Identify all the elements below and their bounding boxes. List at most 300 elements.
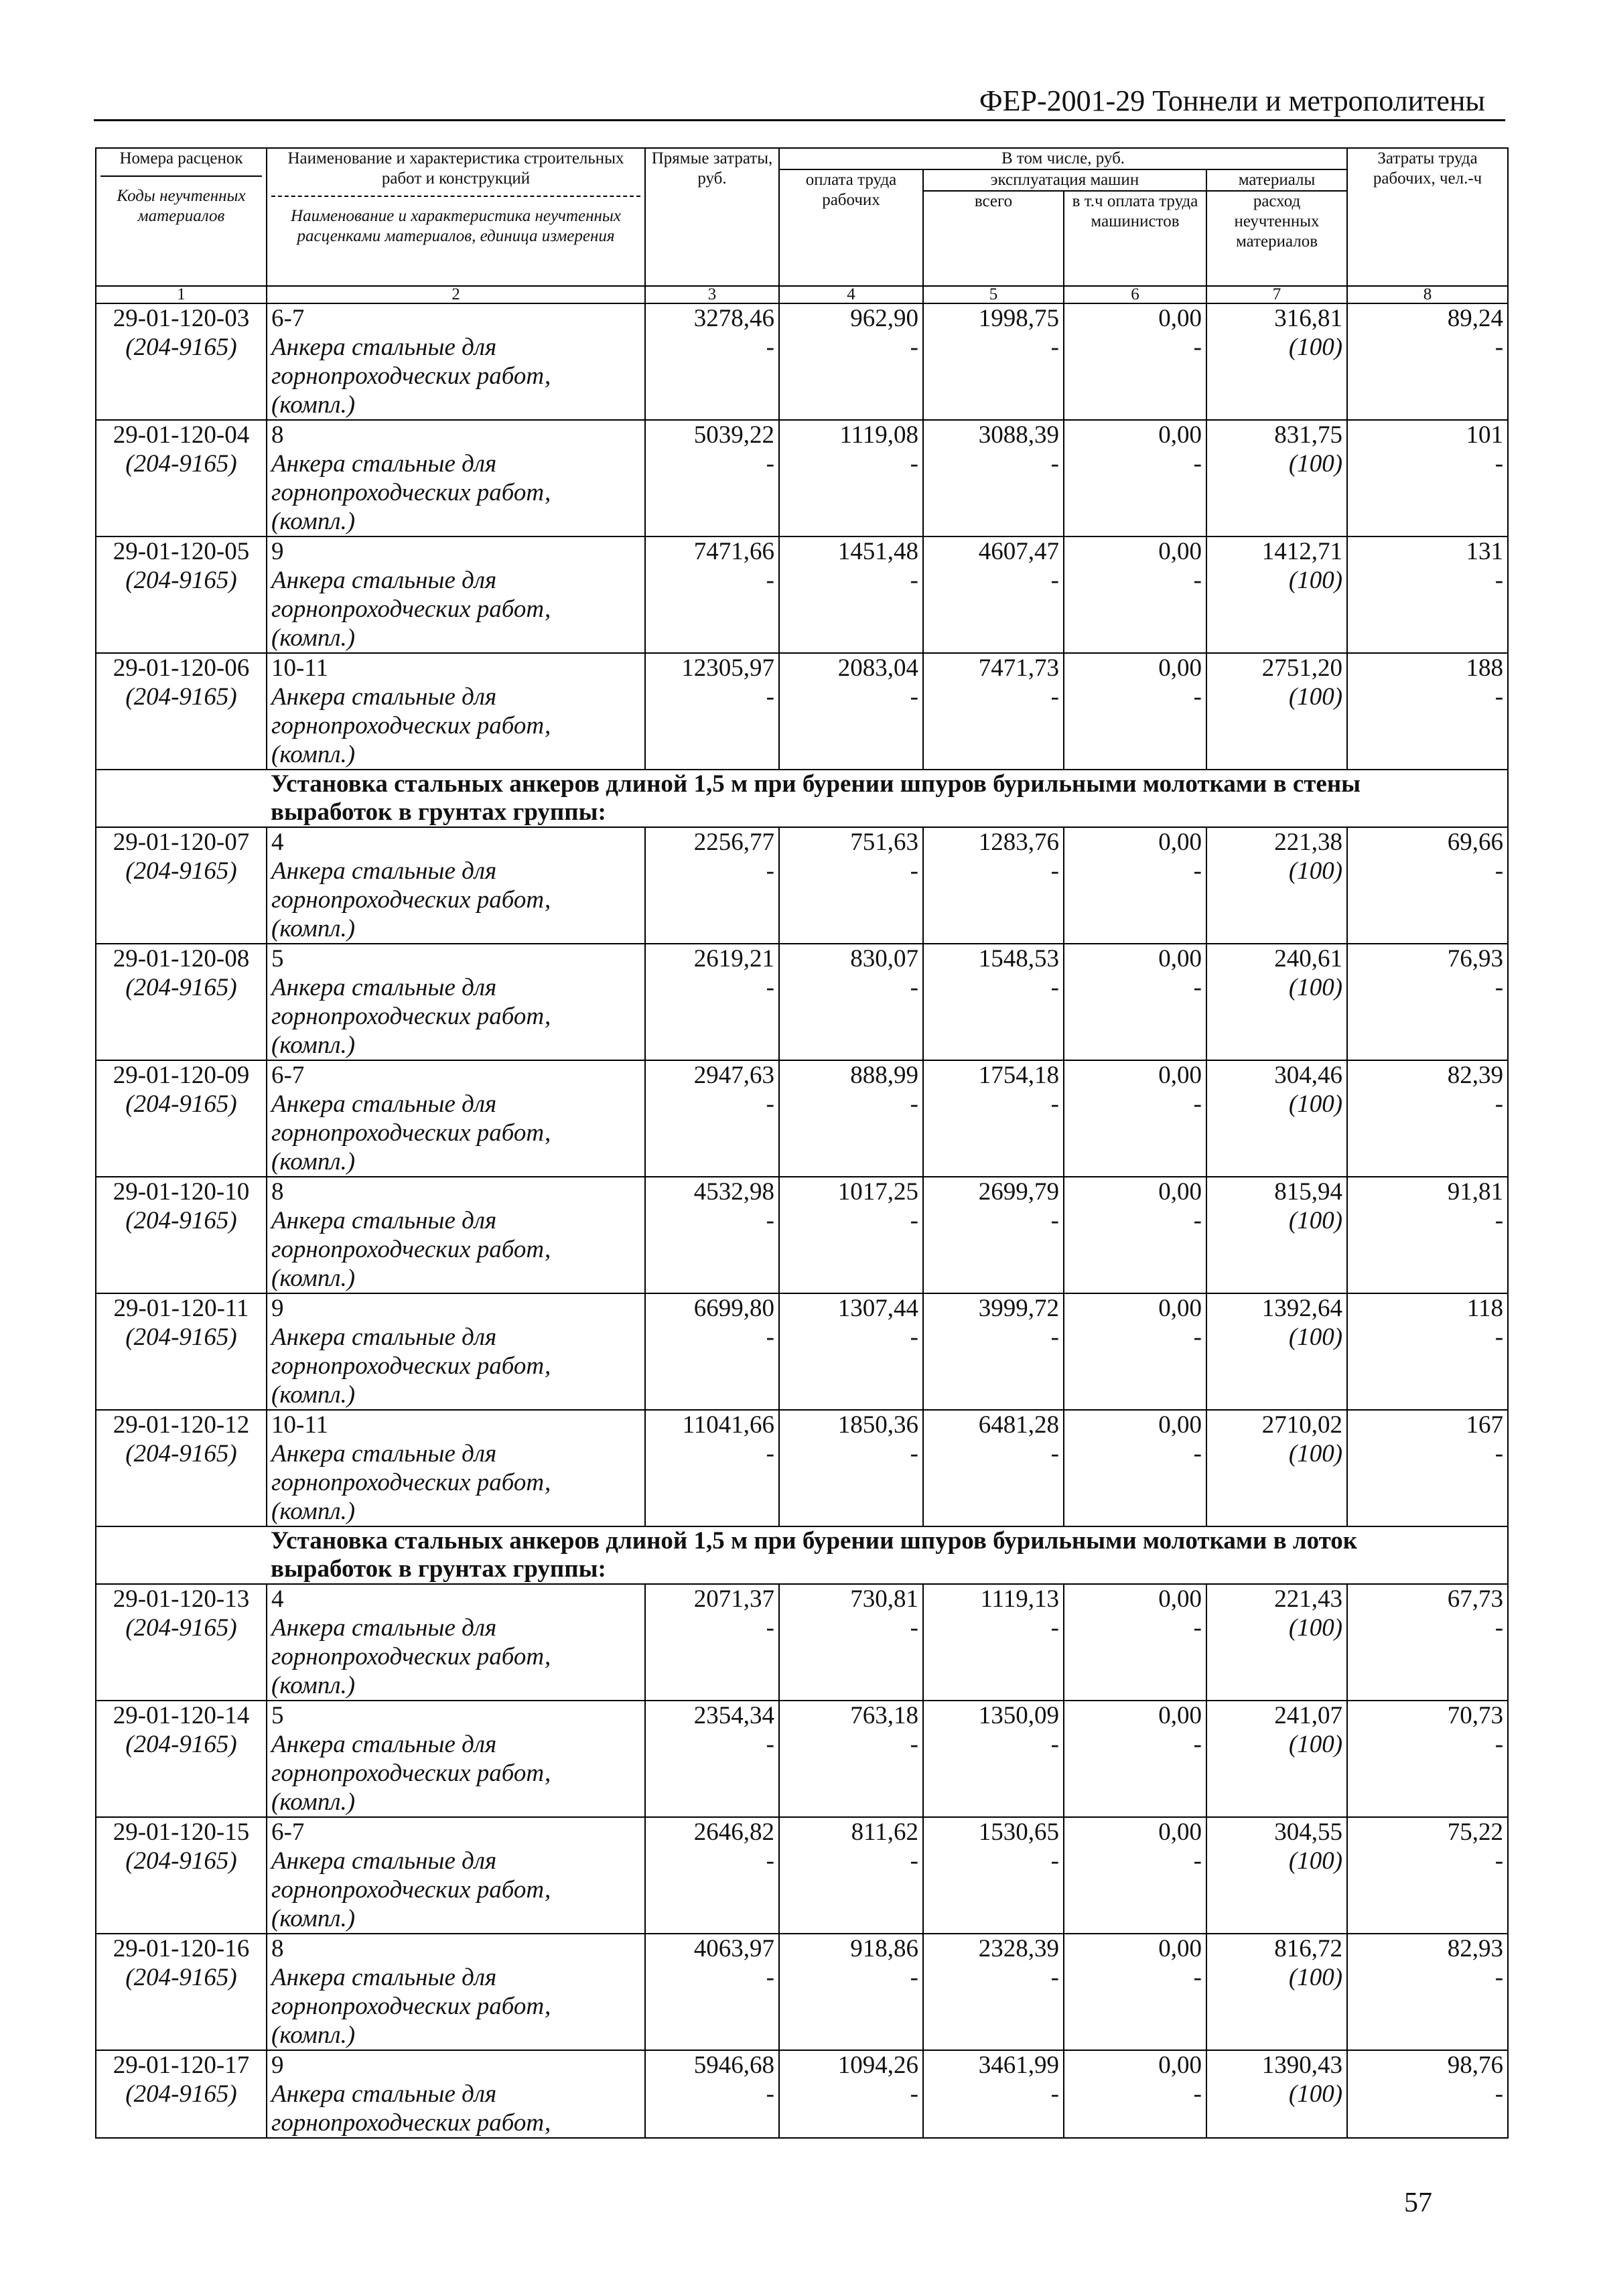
direct-cost: [645, 1293, 779, 1410]
operators-cost: [1064, 303, 1206, 420]
man-hours: [1347, 420, 1508, 536]
labor-cost-material-value: -: [910, 1964, 918, 1991]
column-numbers-row: [96, 286, 1508, 303]
page-number: 57: [1404, 2187, 1432, 2218]
material-code: (204-9165): [125, 334, 237, 361]
man-hours-value: 91,81: [1447, 1178, 1504, 1206]
man-hours-value: 69,66: [1447, 829, 1504, 856]
material-name-line: горнопроходческих работ,: [271, 1119, 551, 1147]
operators-cost: [1064, 1410, 1206, 1526]
materials-cost: [1206, 420, 1347, 536]
materials-cost-material-value: (100): [1288, 857, 1343, 885]
direct-cost-value: 2071,37: [693, 1585, 774, 1613]
material-name-line: (компл.): [271, 1788, 356, 1816]
direct-cost-material-value: -: [766, 1847, 774, 1875]
rate-code-cell: [96, 536, 267, 653]
header-col2-top: Наименование и характеристика строительных работ и конструкций: [271, 149, 640, 197]
rates-table: [95, 147, 1509, 2139]
operators-cost-material-value: -: [1193, 2080, 1202, 2108]
material-code: (204-9165): [125, 1964, 237, 1991]
man-hours-material-value: -: [1494, 683, 1504, 711]
labor-cost: [779, 1293, 923, 1410]
man-hours-value: 67,73: [1447, 1585, 1504, 1613]
machines-cost-value: 1530,65: [978, 1818, 1059, 1846]
column-number: 3: [645, 286, 779, 303]
materials-cost: [1206, 1177, 1347, 1293]
rate-row: [96, 1934, 1508, 2050]
man-hours-material-value: -: [1494, 1090, 1504, 1118]
materials-cost-material-value: (100): [1288, 2080, 1343, 2108]
materials-cost: [1206, 1701, 1347, 1817]
machines-cost-material-value: -: [1050, 1847, 1059, 1875]
rate-code: 29-01-120-06: [113, 654, 250, 682]
machines-cost-material-value: -: [1050, 567, 1059, 594]
rate-name: 9: [271, 2052, 284, 2079]
labor-cost-material-value: -: [910, 567, 918, 594]
operators-cost-value: 0,00: [1158, 1585, 1202, 1613]
material-code: (204-9165): [125, 683, 237, 711]
machines-cost: [923, 536, 1064, 653]
material-name-line: (компл.): [271, 741, 356, 768]
materials-cost-material-value: (100): [1288, 1964, 1343, 1991]
materials-cost: [1206, 1293, 1347, 1410]
header-col1-bottom: Коды неучтенных материалов: [117, 187, 246, 225]
material-name-line: горнопроходческих работ,: [271, 712, 551, 739]
materials-cost: [1206, 827, 1347, 944]
machines-cost-value: 3461,99: [978, 2052, 1059, 2079]
material-code: (204-9165): [125, 450, 237, 478]
material-name-line: Анкера стальные для: [271, 1090, 497, 1118]
direct-cost: [645, 1584, 779, 1701]
machines-cost: [923, 653, 1064, 770]
operators-cost: [1064, 1934, 1206, 2050]
material-code: (204-9165): [125, 1847, 237, 1875]
machines-cost: [923, 2050, 1064, 2138]
direct-cost: [645, 944, 779, 1060]
machines-cost: [923, 1817, 1064, 1934]
header-row-1: [96, 148, 1508, 169]
material-name-line: Анкера стальные для: [271, 1440, 497, 1467]
column-number: 4: [779, 286, 923, 303]
direct-cost-material-value: -: [766, 1207, 774, 1234]
direct-cost: [645, 1177, 779, 1293]
rate-code: 29-01-120-07: [113, 829, 250, 856]
material-name-line: горнопроходческих работ,: [271, 362, 551, 390]
materials-cost: [1206, 536, 1347, 653]
rate-code: 29-01-120-12: [113, 1411, 250, 1439]
direct-cost: [645, 2050, 779, 2138]
labor-cost-material-value: -: [910, 1614, 918, 1642]
rate-code-cell: [96, 1410, 267, 1526]
man-hours-material-value: -: [1494, 1847, 1504, 1875]
header-col7: расход неучтенных материалов: [1206, 191, 1347, 286]
material-name-line: (компл.): [271, 624, 356, 652]
material-name-line: Анкера стальные для: [271, 857, 497, 885]
man-hours-value: 167: [1466, 1411, 1504, 1439]
machines-cost: [923, 1177, 1064, 1293]
labor-cost-value: 1307,44: [837, 1295, 918, 1322]
rate-name: 6-7: [271, 1062, 305, 1089]
header-col6: в т.ч оплата труда машинистов: [1064, 191, 1206, 286]
machines-cost: [923, 303, 1064, 420]
man-hours: [1347, 1701, 1508, 1817]
rate-code: 29-01-120-08: [113, 945, 250, 973]
operators-cost-value: 0,00: [1158, 945, 1202, 973]
section-title-line: выработок в грунтах группы:: [271, 1555, 606, 1583]
direct-cost: [645, 827, 779, 944]
man-hours: [1347, 944, 1508, 1060]
materials-cost: [1206, 1584, 1347, 1701]
material-name-line: горнопроходческих работ,: [271, 479, 551, 506]
man-hours-value: 70,73: [1447, 1702, 1504, 1729]
labor-cost-material-value: -: [910, 1207, 918, 1234]
machines-cost-value: 3999,72: [978, 1295, 1059, 1322]
material-name-line: (компл.): [271, 915, 356, 942]
header-col2-bottom: Наименование и характеристика неучтенных расценками материалов, единица измерения: [291, 207, 621, 245]
rate-code-cell: [96, 653, 267, 770]
labor-cost-value: 1119,08: [839, 421, 918, 449]
material-name-line: (компл.): [271, 1672, 356, 1699]
materials-cost-value: 2710,02: [1261, 1411, 1343, 1439]
labor-cost-material-value: -: [910, 683, 918, 711]
operators-cost-value: 0,00: [1158, 1818, 1202, 1846]
operators-cost-value: 0,00: [1158, 538, 1202, 565]
section-spacer-cell: [96, 770, 267, 827]
operators-cost-material-value: -: [1193, 1847, 1202, 1875]
rate-name-cell: [267, 420, 645, 536]
materials-cost-value: 831,75: [1274, 421, 1343, 449]
materials-cost-material-value: (100): [1288, 1847, 1343, 1875]
man-hours-value: 76,93: [1447, 945, 1504, 973]
man-hours-value: 188: [1466, 654, 1504, 682]
labor-cost: [779, 2050, 923, 2138]
materials-cost-material-value: (100): [1288, 1614, 1343, 1642]
direct-cost-value: 6699,80: [693, 1295, 774, 1322]
operators-cost-material-value: -: [1193, 683, 1202, 711]
man-hours: [1347, 1584, 1508, 1701]
rate-name: 4: [271, 829, 284, 856]
operators-cost-value: 0,00: [1158, 1178, 1202, 1206]
material-name-line: горнопроходческих работ,: [271, 1760, 551, 1787]
column-number: 2: [267, 286, 645, 303]
materials-cost-value: 241,07: [1274, 1702, 1343, 1729]
machines-cost-material-value: -: [1050, 1323, 1059, 1351]
rate-row: [96, 1060, 1508, 1177]
machines-cost-value: 7471,73: [978, 654, 1059, 682]
material-name-line: горнопроходческих работ,: [271, 886, 551, 914]
material-name-line: (компл.): [271, 1031, 356, 1059]
section-title: [267, 770, 1508, 827]
header-rule: [94, 119, 1505, 121]
man-hours: [1347, 653, 1508, 770]
machines-cost-material-value: -: [1050, 1614, 1059, 1642]
direct-cost-material-value: -: [766, 683, 774, 711]
rates-table-body: [96, 148, 1508, 2138]
material-code: (204-9165): [125, 1440, 237, 1467]
rate-row: [96, 536, 1508, 653]
direct-cost-material-value: -: [766, 2080, 774, 2108]
labor-cost: [779, 827, 923, 944]
material-code: (204-9165): [125, 2080, 237, 2108]
rate-code: 29-01-120-16: [113, 1935, 250, 1962]
man-hours: [1347, 1293, 1508, 1410]
rate-code-cell: [96, 2050, 267, 2138]
man-hours-material-value: -: [1494, 2080, 1504, 2108]
rate-code-cell: [96, 420, 267, 536]
operators-cost-value: 0,00: [1158, 421, 1202, 449]
labor-cost: [779, 1060, 923, 1177]
direct-cost-material-value: -: [766, 974, 774, 1001]
materials-cost-value: 815,94: [1274, 1178, 1343, 1206]
direct-cost-value: 5039,22: [693, 421, 774, 449]
man-hours-value: 82,93: [1447, 1935, 1504, 1962]
man-hours-value: 101: [1466, 421, 1504, 449]
direct-cost: [645, 653, 779, 770]
operators-cost-material-value: -: [1193, 1440, 1202, 1467]
labor-cost-material-value: -: [910, 450, 918, 478]
machines-cost: [923, 1584, 1064, 1701]
direct-cost-material-value: -: [766, 857, 774, 885]
direct-cost-material-value: -: [766, 1090, 774, 1118]
labor-cost: [779, 1410, 923, 1526]
column-number: 5: [923, 286, 1064, 303]
machines-cost: [923, 1410, 1064, 1526]
material-name-line: Анкера стальные для: [271, 1323, 497, 1351]
operators-cost-value: 0,00: [1158, 1702, 1202, 1729]
materials-cost-material-value: (100): [1288, 1207, 1343, 1234]
machines-cost: [923, 827, 1064, 944]
operators-cost-material-value: -: [1193, 1323, 1202, 1351]
labor-cost: [779, 536, 923, 653]
labor-cost-material-value: -: [910, 1090, 918, 1118]
operators-cost-material-value: -: [1193, 1731, 1202, 1758]
labor-cost: [779, 1934, 923, 2050]
rate-code-cell: [96, 1701, 267, 1817]
rate-row: [96, 1293, 1508, 1410]
labor-cost: [779, 420, 923, 536]
machines-cost-material-value: -: [1050, 974, 1059, 1001]
labor-cost-value: 830,07: [850, 945, 918, 973]
rate-code-cell: [96, 303, 267, 420]
direct-cost: [645, 1817, 779, 1934]
material-code: (204-9165): [125, 1207, 237, 1234]
header-col1: [96, 148, 267, 286]
rate-name-cell: [267, 1701, 645, 1817]
material-code: (204-9165): [125, 974, 237, 1001]
material-name-line: горнопроходческих работ,: [271, 595, 551, 623]
labor-cost-value: 888,99: [850, 1062, 918, 1089]
machines-cost-value: 1350,09: [978, 1702, 1059, 1729]
operators-cost-value: 0,00: [1158, 829, 1202, 856]
machines-cost: [923, 1060, 1064, 1177]
rate-code: 29-01-120-15: [113, 1818, 250, 1846]
column-number: 6: [1064, 286, 1206, 303]
labor-cost: [779, 1701, 923, 1817]
rate-name-cell: [267, 1817, 645, 1934]
labor-cost-value: 1094,26: [837, 2052, 918, 2079]
material-name-line: горнопроходческих работ,: [271, 1003, 551, 1030]
machines-cost-material-value: -: [1050, 1090, 1059, 1118]
man-hours-material-value: -: [1494, 1207, 1504, 1234]
rate-code-cell: [96, 1817, 267, 1934]
rate-code: 29-01-120-10: [113, 1178, 250, 1206]
man-hours-value: 89,24: [1447, 305, 1504, 332]
rate-name: 6-7: [271, 1818, 305, 1846]
direct-cost-value: 4063,97: [693, 1935, 774, 1962]
labor-cost-value: 1850,36: [837, 1411, 918, 1439]
material-name-line: Анкера стальные для: [271, 974, 497, 1001]
materials-cost-material-value: (100): [1288, 567, 1343, 594]
materials-cost-material-value: (100): [1288, 974, 1343, 1001]
rate-name: 8: [271, 421, 284, 449]
operators-cost: [1064, 536, 1206, 653]
material-code: (204-9165): [125, 1090, 237, 1118]
labor-cost-value: 1451,48: [837, 538, 918, 565]
materials-cost: [1206, 653, 1347, 770]
man-hours: [1347, 536, 1508, 653]
direct-cost-value: 11041,66: [682, 1411, 774, 1439]
materials-cost-value: 304,55: [1274, 1818, 1343, 1846]
material-name-line: Анкера стальные для: [271, 1847, 497, 1875]
direct-cost-material-value: -: [766, 1731, 774, 1758]
direct-cost: [645, 536, 779, 653]
rate-code-cell: [96, 944, 267, 1060]
section-title-line: Установка стальных анкеров длиной 1,5 м при бурении шпуров бурильными молотками в лоток: [271, 1527, 1358, 1555]
man-hours: [1347, 1410, 1508, 1526]
direct-cost-value: 5946,68: [693, 2052, 774, 2079]
rate-name-cell: [267, 1060, 645, 1177]
rate-code-cell: [96, 1934, 267, 2050]
machines-cost-material-value: -: [1050, 1731, 1059, 1758]
rate-name-cell: [267, 1177, 645, 1293]
operators-cost-value: 0,00: [1158, 2052, 1202, 2079]
header-col1-top: Номера расценок: [100, 149, 262, 177]
machines-cost: [923, 944, 1064, 1060]
rate-name-cell: [267, 536, 645, 653]
rate-name-cell: [267, 653, 645, 770]
material-code: (204-9165): [125, 857, 237, 885]
direct-cost-value: 4532,98: [693, 1178, 774, 1206]
rate-name-cell: [267, 1934, 645, 2050]
direct-cost-material-value: -: [766, 1440, 774, 1467]
man-hours: [1347, 2050, 1508, 2138]
rate-code: 29-01-120-09: [113, 1062, 250, 1089]
labor-cost-material-value: -: [910, 857, 918, 885]
machines-cost-value: 6481,28: [978, 1411, 1059, 1439]
operators-cost-value: 0,00: [1158, 1411, 1202, 1439]
operators-cost: [1064, 827, 1206, 944]
header-col5: всего: [923, 191, 1064, 286]
material-name-line: Анкера стальные для: [271, 450, 497, 478]
machines-cost-material-value: -: [1050, 334, 1059, 361]
header-col8: Затраты труда рабочих, чел.-ч: [1347, 148, 1508, 286]
header-group-machines: эксплуатация машин: [923, 169, 1206, 191]
material-name-line: Анкера стальные для: [271, 1614, 497, 1642]
section-title: [267, 1526, 1508, 1584]
rate-row: [96, 1177, 1508, 1293]
material-code: (204-9165): [125, 567, 237, 594]
material-name-line: Анкера стальные для: [271, 1731, 497, 1758]
direct-cost: [645, 1701, 779, 1817]
machines-cost-value: 2328,39: [978, 1935, 1059, 1962]
materials-cost-value: 304,46: [1274, 1062, 1343, 1089]
rate-name: 4: [271, 1585, 284, 1613]
direct-cost-value: 2947,63: [693, 1062, 774, 1089]
direct-cost-material-value: -: [766, 1964, 774, 1991]
direct-cost: [645, 1060, 779, 1177]
labor-cost-value: 1017,25: [837, 1178, 918, 1206]
operators-cost-material-value: -: [1193, 450, 1202, 478]
operators-cost-material-value: -: [1193, 1964, 1202, 1991]
rate-code: 29-01-120-05: [113, 538, 250, 565]
man-hours-value: 98,76: [1447, 2052, 1504, 2079]
material-name-line: горнопроходческих работ,: [271, 1993, 551, 2020]
material-name-line: (компл.): [271, 1905, 356, 1932]
materials-cost: [1206, 944, 1347, 1060]
direct-cost-material-value: -: [766, 450, 774, 478]
machines-cost-material-value: -: [1050, 1964, 1059, 1991]
man-hours: [1347, 827, 1508, 944]
operators-cost-material-value: -: [1193, 1090, 1202, 1118]
labor-cost-value: 918,86: [850, 1935, 918, 1962]
operators-cost-material-value: -: [1193, 334, 1202, 361]
rate-code-cell: [96, 1060, 267, 1177]
direct-cost-material-value: -: [766, 1614, 774, 1642]
rate-row: [96, 303, 1508, 420]
machines-cost-material-value: -: [1050, 857, 1059, 885]
direct-cost-value: 7471,66: [693, 538, 774, 565]
labor-cost: [779, 653, 923, 770]
labor-cost-material-value: -: [910, 1323, 918, 1351]
man-hours-material-value: -: [1494, 1614, 1504, 1642]
materials-cost-material-value: (100): [1288, 334, 1343, 361]
materials-cost-value: 221,43: [1274, 1585, 1343, 1613]
rate-row: [96, 944, 1508, 1060]
rate-name-cell: [267, 2050, 645, 2138]
labor-cost-value: 2083,04: [837, 654, 918, 682]
man-hours-material-value: -: [1494, 334, 1504, 361]
rate-name: 5: [271, 1702, 284, 1729]
man-hours-value: 131: [1466, 538, 1504, 565]
direct-cost-value: 3278,46: [693, 305, 774, 332]
direct-cost-value: 12305,97: [681, 654, 774, 682]
machines-cost-value: 4607,47: [978, 538, 1059, 565]
header-col4: оплата труда рабочих: [779, 169, 923, 286]
machines-cost-value: 1754,18: [978, 1062, 1059, 1089]
man-hours-value: 118: [1466, 1295, 1504, 1322]
material-name-line: (компл.): [271, 1265, 356, 1292]
machines-cost: [923, 1293, 1064, 1410]
man-hours-material-value: -: [1494, 567, 1504, 594]
labor-cost-value: 730,81: [850, 1585, 918, 1613]
machines-cost-value: 2699,79: [978, 1178, 1059, 1206]
operators-cost-value: 0,00: [1158, 305, 1202, 332]
rate-name: 9: [271, 538, 284, 565]
machines-cost-material-value: -: [1050, 683, 1059, 711]
machines-cost-value: 1548,53: [978, 945, 1059, 973]
rate-name-cell: [267, 1410, 645, 1526]
rate-name: 9: [271, 1295, 284, 1322]
labor-cost-value: 751,63: [850, 829, 918, 856]
rate-code: 29-01-120-17: [113, 2052, 250, 2079]
operators-cost-material-value: -: [1193, 974, 1202, 1001]
materials-cost: [1206, 1060, 1347, 1177]
materials-cost-value: 221,38: [1274, 829, 1343, 856]
rate-name: 10-11: [271, 654, 328, 682]
column-number: 1: [96, 286, 267, 303]
rate-code-cell: [96, 827, 267, 944]
column-number: 8: [1347, 286, 1508, 303]
